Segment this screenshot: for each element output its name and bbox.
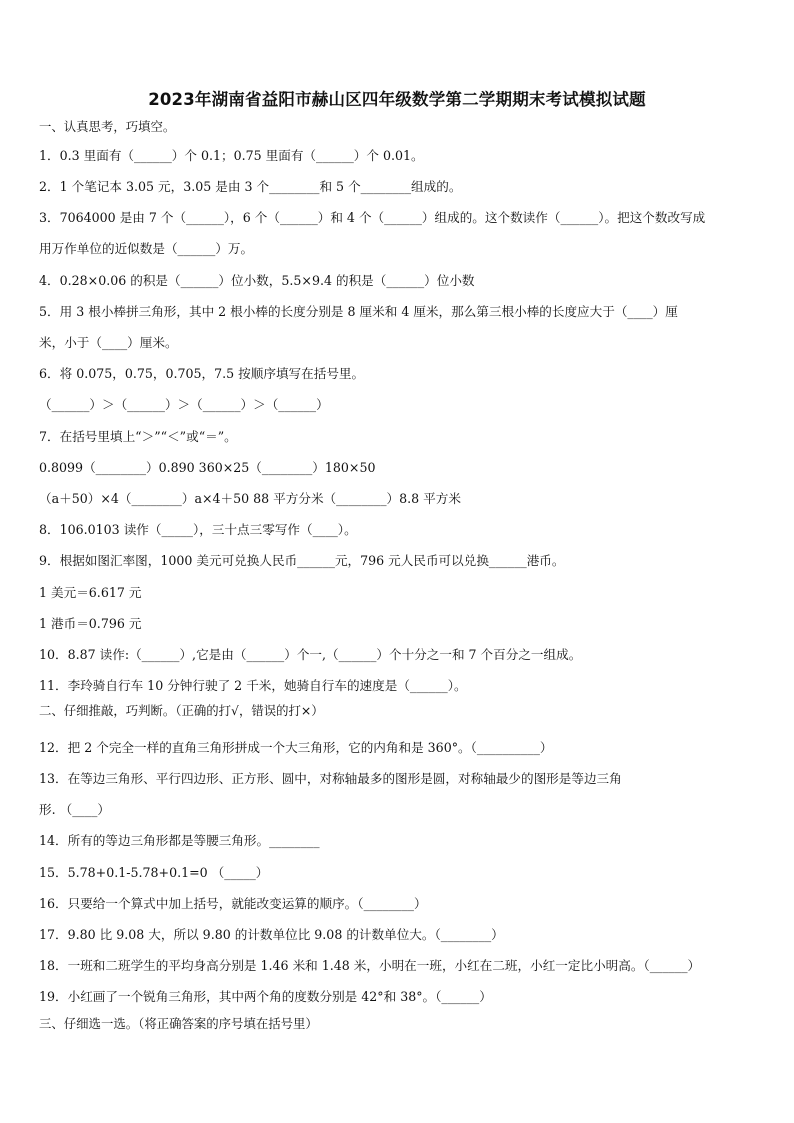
- question-10: 10．8.87 读作:（______）,它是由（______）个一,（______）个十分之一和 7 个百分之一组成。: [39, 647, 582, 662]
- question-2: 2．1 个笔记本 3.05 元，3.05 是由 3 个________和 5 个________组成的。: [39, 179, 462, 194]
- question-3-line-2: 用万作单位的近似数是（______）万。: [39, 241, 254, 256]
- exchange-rate-hkd: 1 港币＝0.796 元: [39, 616, 142, 631]
- question-7-row-1: 0.8099（________）0.890 360×25（________）180×50: [39, 460, 376, 475]
- question-9: 9．根据如图汇率图，1000 美元可兑换人民币______元，796 元人民币可以兑换______港币。: [39, 553, 565, 568]
- section-heading-choice: 三、仔细选一选。（将正确答案的序号填在括号里）: [39, 1016, 318, 1031]
- question-5-line-1: 5．用 3 根小棒拼三角形，其中 2 根小棒的长度分别是 8 厘米和 4 厘米，那么第三根小棒的长度应大于（____）厘: [39, 304, 678, 319]
- question-14: 14．所有的等边三角形都是等腰三角形。________: [39, 833, 320, 848]
- question-13-line-2: 形. （____）: [39, 802, 110, 817]
- question-6-blanks: （______）＞（______）＞（______）＞（______）: [39, 397, 329, 412]
- question-7: 7．在括号里填上“＞”“＜”或“＝”。: [39, 429, 237, 444]
- question-3-line-1: 3．7064000 是由 7 个（______），6 个（______）和 4 个（______）组成的。这个数读作（______）。把这个数改写成: [39, 210, 706, 225]
- question-15: 15．5.78+0.1-5.78+0.1=0 （_____）: [39, 865, 269, 880]
- question-17: 17．9.80 比 9.08 大，所以 9.80 的计数单位比 9.08 的计数单位大。（________）: [39, 927, 504, 942]
- question-7-row-2: （a＋50）×4（________）a×4＋50 88 平方分米（________）8.8 平方米: [39, 491, 461, 506]
- page-title: 2023年湖南省益阳市赫山区四年级数学第二学期期末考试模拟试题: [148, 90, 646, 109]
- question-16: 16．只要给一个算式中加上括号，就能改变运算的顺序。（________）: [39, 896, 427, 911]
- question-8: 8．106.0103 读作（_____），三十点三零写作（____）。: [39, 522, 357, 537]
- section-heading-fill-blanks: 一、认真思考，巧填空。: [39, 119, 176, 134]
- question-19: 19．小红画了一个锐角三角形，其中两个角的度数分别是 42°和 38°。（______）: [39, 989, 492, 1004]
- question-6: 6．将 0.075，0.75，0.705，7.5 按顺序填写在括号里。: [39, 366, 365, 381]
- question-13-line-1: 13．在等边三角形、平行四边形、正方形、圆中，对称轴最多的图形是圆，对称轴最少的图形是等边三角: [39, 771, 622, 786]
- exchange-rate-usd: 1 美元＝6.617 元: [39, 585, 142, 600]
- question-12: 12．把 2 个完全一样的直角三角形拼成一个大三角形，它的内角和是 360°。（__________）: [39, 740, 553, 755]
- section-heading-judge: 二、仔细推敲，巧判断。（正确的打√，错误的打×）: [39, 703, 324, 718]
- question-11: 11．李玲骑自行车 10 分钟行驶了 2 千米，她骑自行车的速度是（______）。: [39, 678, 467, 693]
- question-5-line-2: 米，小于（____）厘米。: [39, 335, 178, 350]
- question-1: 1．0.3 里面有（______）个 0.1；0.75 里面有（______）个 0.01。: [39, 148, 424, 163]
- question-18: 18．一班和二班学生的平均身高分别是 1.46 米和 1.48 米，小明在一班，小红在二班，小红一定比小明高。（______）: [39, 958, 701, 973]
- question-4: 4．0.28×0.06 的积是（______）位小数，5.5×9.4 的积是（______）位小数: [39, 273, 475, 288]
